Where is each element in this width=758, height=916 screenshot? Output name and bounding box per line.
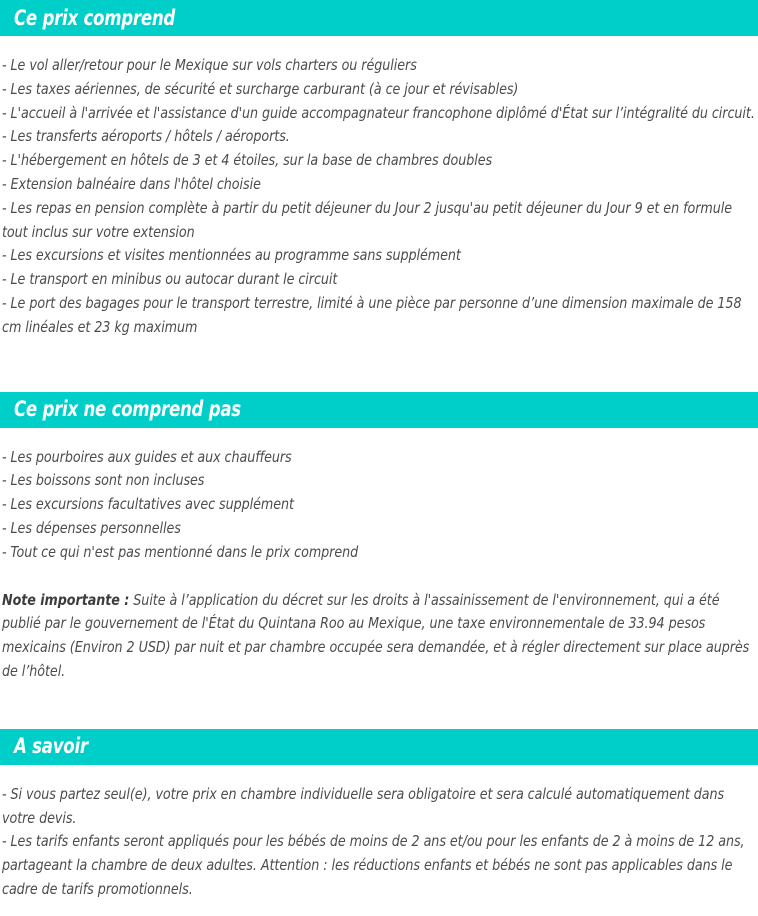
important-note-text: Suite à l’application du décret sur les droits à l'assainissement de l'environnement, qui a été publié par le gouvernement de l'État du Quintana Roo au Mexique, une taxe environnementale de 33.94 pesos mexicains (Environ 2 USD) par nuit et par chambre occupée sera demandée, et à régler directement sur place auprès de l’hôtel. <box>2 590 750 680</box>
list-item: - L'accueil à l'arrivée et l'assistance d'un guide accompagnateur francophone diplômé d'État sur l’intégralité du circuit. <box>2 103 755 122</box>
list-item: - Tout ce qui n'est pas mentionné dans le prix comprend <box>2 542 359 561</box>
list-item: - Les taxes aériennes, de sécurité et surcharge carburant (à ce jour et révisables) <box>2 79 519 98</box>
section-header-included <box>0 0 758 36</box>
spacer <box>0 340 758 392</box>
list-item: - Les transferts aéroports / hôtels / aéroports. <box>2 127 290 146</box>
list-item: - Le transport en minibus ou autocar durant le circuit <box>2 270 338 289</box>
important-note <box>2 589 756 684</box>
list-item: - Les dépenses personnelles <box>2 518 181 537</box>
section-body-not-included <box>0 446 758 684</box>
section-header-to-know <box>0 729 758 765</box>
section-body-included <box>0 54 758 340</box>
list-item: - Les excursions et visites mentionnées au programme sans supplément <box>2 246 461 265</box>
spacer <box>0 902 758 916</box>
list-item: - Le vol aller/retour pour le Mexique sur vols charters ou réguliers <box>2 56 417 74</box>
spacer <box>2 565 756 589</box>
spacer <box>0 428 758 446</box>
list-item: - Les pourboires aux guides et aux chauffeurs <box>2 447 292 466</box>
list-item: - Extension balnéaire dans l'hôtel choisie <box>2 174 261 193</box>
list-item: - L'hébergement en hôtels de 3 et 4 étoiles, sur la base de chambres doubles <box>2 151 493 170</box>
section-header-not-included <box>0 392 758 428</box>
list-item: - Les tarifs enfants seront appliqués pour les bébés de moins de 2 ans et/ou pour les enfants de 2 à moins de 12 ans, partageant la chambre de deux adultes. Attention : les réductions enfants et bébés ne sont pas applicables dans le cadre de tarifs promotionnels. <box>2 832 745 898</box>
section-title-included: Ce prix comprend <box>14 5 176 30</box>
list-item: - Les boissons sont non incluses <box>2 471 205 490</box>
section-body-to-know <box>0 783 758 902</box>
section-title-not-included: Ce prix ne comprend pas <box>14 397 241 422</box>
list-item: - Le port des bagages pour le transport terrestre, limité à une pièce par personne d’une dimension maximale de 158 cm linéales et 23 kg maximum <box>2 293 742 336</box>
list-item: - Si vous partez seul(e), votre prix en chambre individuelle sera obligatoire et sera calculé automatiquement dans votre devis. <box>2 784 725 827</box>
important-note-lead: Note importante : <box>2 590 130 609</box>
spacer <box>0 765 758 783</box>
spacer <box>0 36 758 54</box>
section-title-to-know: A savoir <box>14 734 88 759</box>
list-item: - Les repas en pension complète à partir du petit déjeuner du Jour 2 jusqu'au petit déjeuner du Jour 9 et en formule tout inclus sur votre extension <box>2 198 733 241</box>
spacer <box>0 684 758 729</box>
list-item: - Les excursions facultatives avec supplément <box>2 495 294 514</box>
